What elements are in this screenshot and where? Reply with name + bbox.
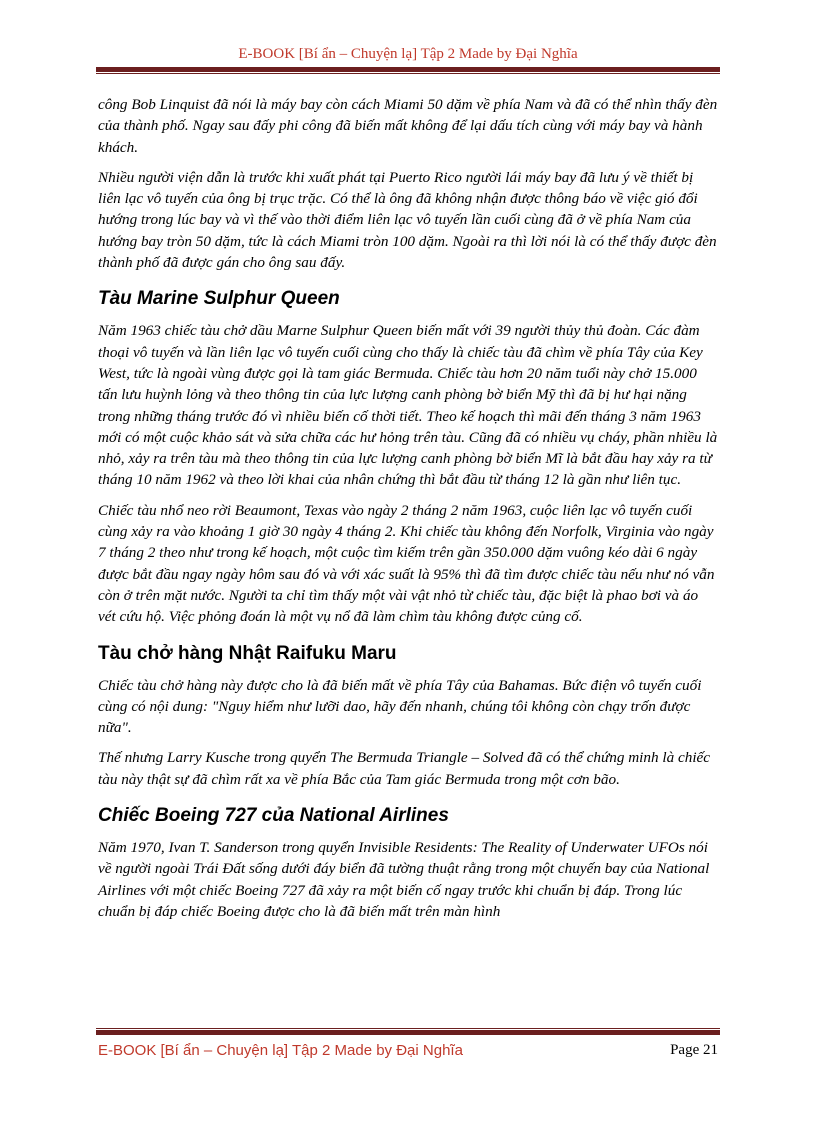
page-footer-title: E-BOOK [Bí ẩn – Chuyện lạ] Tập 2 Made by Đại Nghĩa [98, 1042, 463, 1059]
paragraph-6: Thế nhưng Larry Kusche trong quyển The Bermuda Triangle – Solved đã có thể chứng minh là chiếc tàu này thật sự đã chìm rất xa về phía Bắc của Tam giác Bermuda trong một cơn bão. [98, 749, 711, 788]
header-rule [96, 67, 720, 72]
paragraph-4: Chiếc tàu nhổ neo rời Beaumont, Texas vào ngày 2 tháng 2 năm 1963, cuộc liên lạc vô tuyến cuối cùng xảy ra vào khoảng 1 giờ 30 ngày 4 tháng 2. Khi chiếc tàu không đến Norfolk, Virginia vào ngày 7 tháng 2 theo như trong kế hoạch, một cuộc tìm kiếm trên gần 350.000 dặm vuông kéo dài 6 ngày được bắt đầu ngay ngày hôm sau đó và với xác suất là 95% thì đã tìm được chiếc tàu nếu như nó vẫn còn ở trên mặt nước. Người ta chỉ tìm thấy một vài vật nhỏ từ chiếc tàu, đặc biệt là phao bơi và áo vét cứu hộ. Việc phỏng đoán là một vụ nổ đã làm chìm tàu không được củng cố. [98, 501, 715, 626]
footer-rule-thin [96, 1028, 720, 1029]
page-content [98, 94, 718, 931]
heading-raifuku-maru: Tàu chở hàng Nhật Raifuku Maru [98, 642, 397, 664]
page-number: Page 21 [670, 1042, 718, 1058]
paragraph-3: Năm 1963 chiếc tàu chở dầu Marne Sulphur Queen biến mất với 39 người thủy thủ đoàn. Các đàm thoại vô tuyến và lần liên lạc vô tuyến cuối cùng cho thấy là chiếc tàu đã chìm về phía Tây của Key West, tức là ngoài vùng được gọi là tam giác Bermuda. Chiếc tàu hơn 20 năm tuổi này chở 15.000 tấn lưu huỳnh lỏng và theo thông tin của lực lượng canh phòng bờ biển Mỹ thì đã bị hư hại nặng trong những tháng trước đó vì nhiều biến cố thời tiết. Theo kế hoạch thì mãi đến tháng 3 năm 1963 mới có một cuộc khảo sát và sửa chữa các hư hỏng trên tàu. Cũng đã có nhiều vụ cháy, phần nhiều là nhỏ, xảy ra trên tàu mà theo thông tin của lực lượng canh phòng bờ biển Mĩ là bắt đầu hay xảy ra từ tháng 10 năm 1962 và theo lời khai của nhân chứng thì bắt đầu từ tháng 12 là gần như liên tục. [98, 322, 718, 489]
footer-rule [96, 1030, 720, 1035]
paragraph-5: Chiếc tàu chở hàng này được cho là đã biến mất về phía Tây của Bahamas. Bức điện vô tuyến cuối cùng có nội dung: "Nguy hiểm như lưỡi dao, hãy đến nhanh, chúng tôi không còn chạy trốn được nữa". [98, 676, 702, 737]
heading-marine-sulphur-queen: Tàu Marine Sulphur Queen [98, 288, 340, 310]
paragraph-2: Nhiều người viện dẫn là trước khi xuất phát tại Puerto Rico người lái máy bay đã lưu ý về thiết bị liên lạc vô tuyến của ông bị trục trặc. Có thể là ông đã không nhận được thông báo về việc gió đổi hướng trong lúc bay và vì thế vào thời điểm liên lạc vô tuyến lần cuối cùng đã ở về phía Nam của hướng bay tròn 50 dặm, tức là cách Miami tròn 100 dặm. Ngoài ra thì lời nói là có thể thấy được đèn thành phố đã được gán cho ông sau đấy. [98, 168, 717, 272]
paragraph-1: công Bob Linquist đã nói là máy bay còn cách Miami 50 dặm về phía Nam và đã có thể nhìn thấy đèn của thành phố. Ngay sau đấy phi công đã biến mất không để lại dấu tích cùng với máy bay và hành khách. [98, 96, 718, 156]
page-header-title: E-BOOK [Bí ẩn – Chuyện lạ] Tập 2 Made by Đại Nghĩa [238, 46, 578, 62]
paragraph-7: Năm 1970, Ivan T. Sanderson trong quyển Invisible Residents: The Reality of Underwater UFOs nói về người ngoài Trái Đất sống dưới đáy biển đã tường thuật rằng trong một chuyến bay của National Airlines với một chiếc Boeing 727 đã xảy ra một biến cố ngay trước khi chuẩn bị đáp. Trong lúc chuẩn bị đáp chiếc Boeing được cho là đã biến mất trên màn hình [98, 839, 710, 920]
heading-boeing-727: Chiếc Boeing 727 của National Airlines [98, 805, 449, 827]
header-rule-thin [96, 73, 720, 74]
